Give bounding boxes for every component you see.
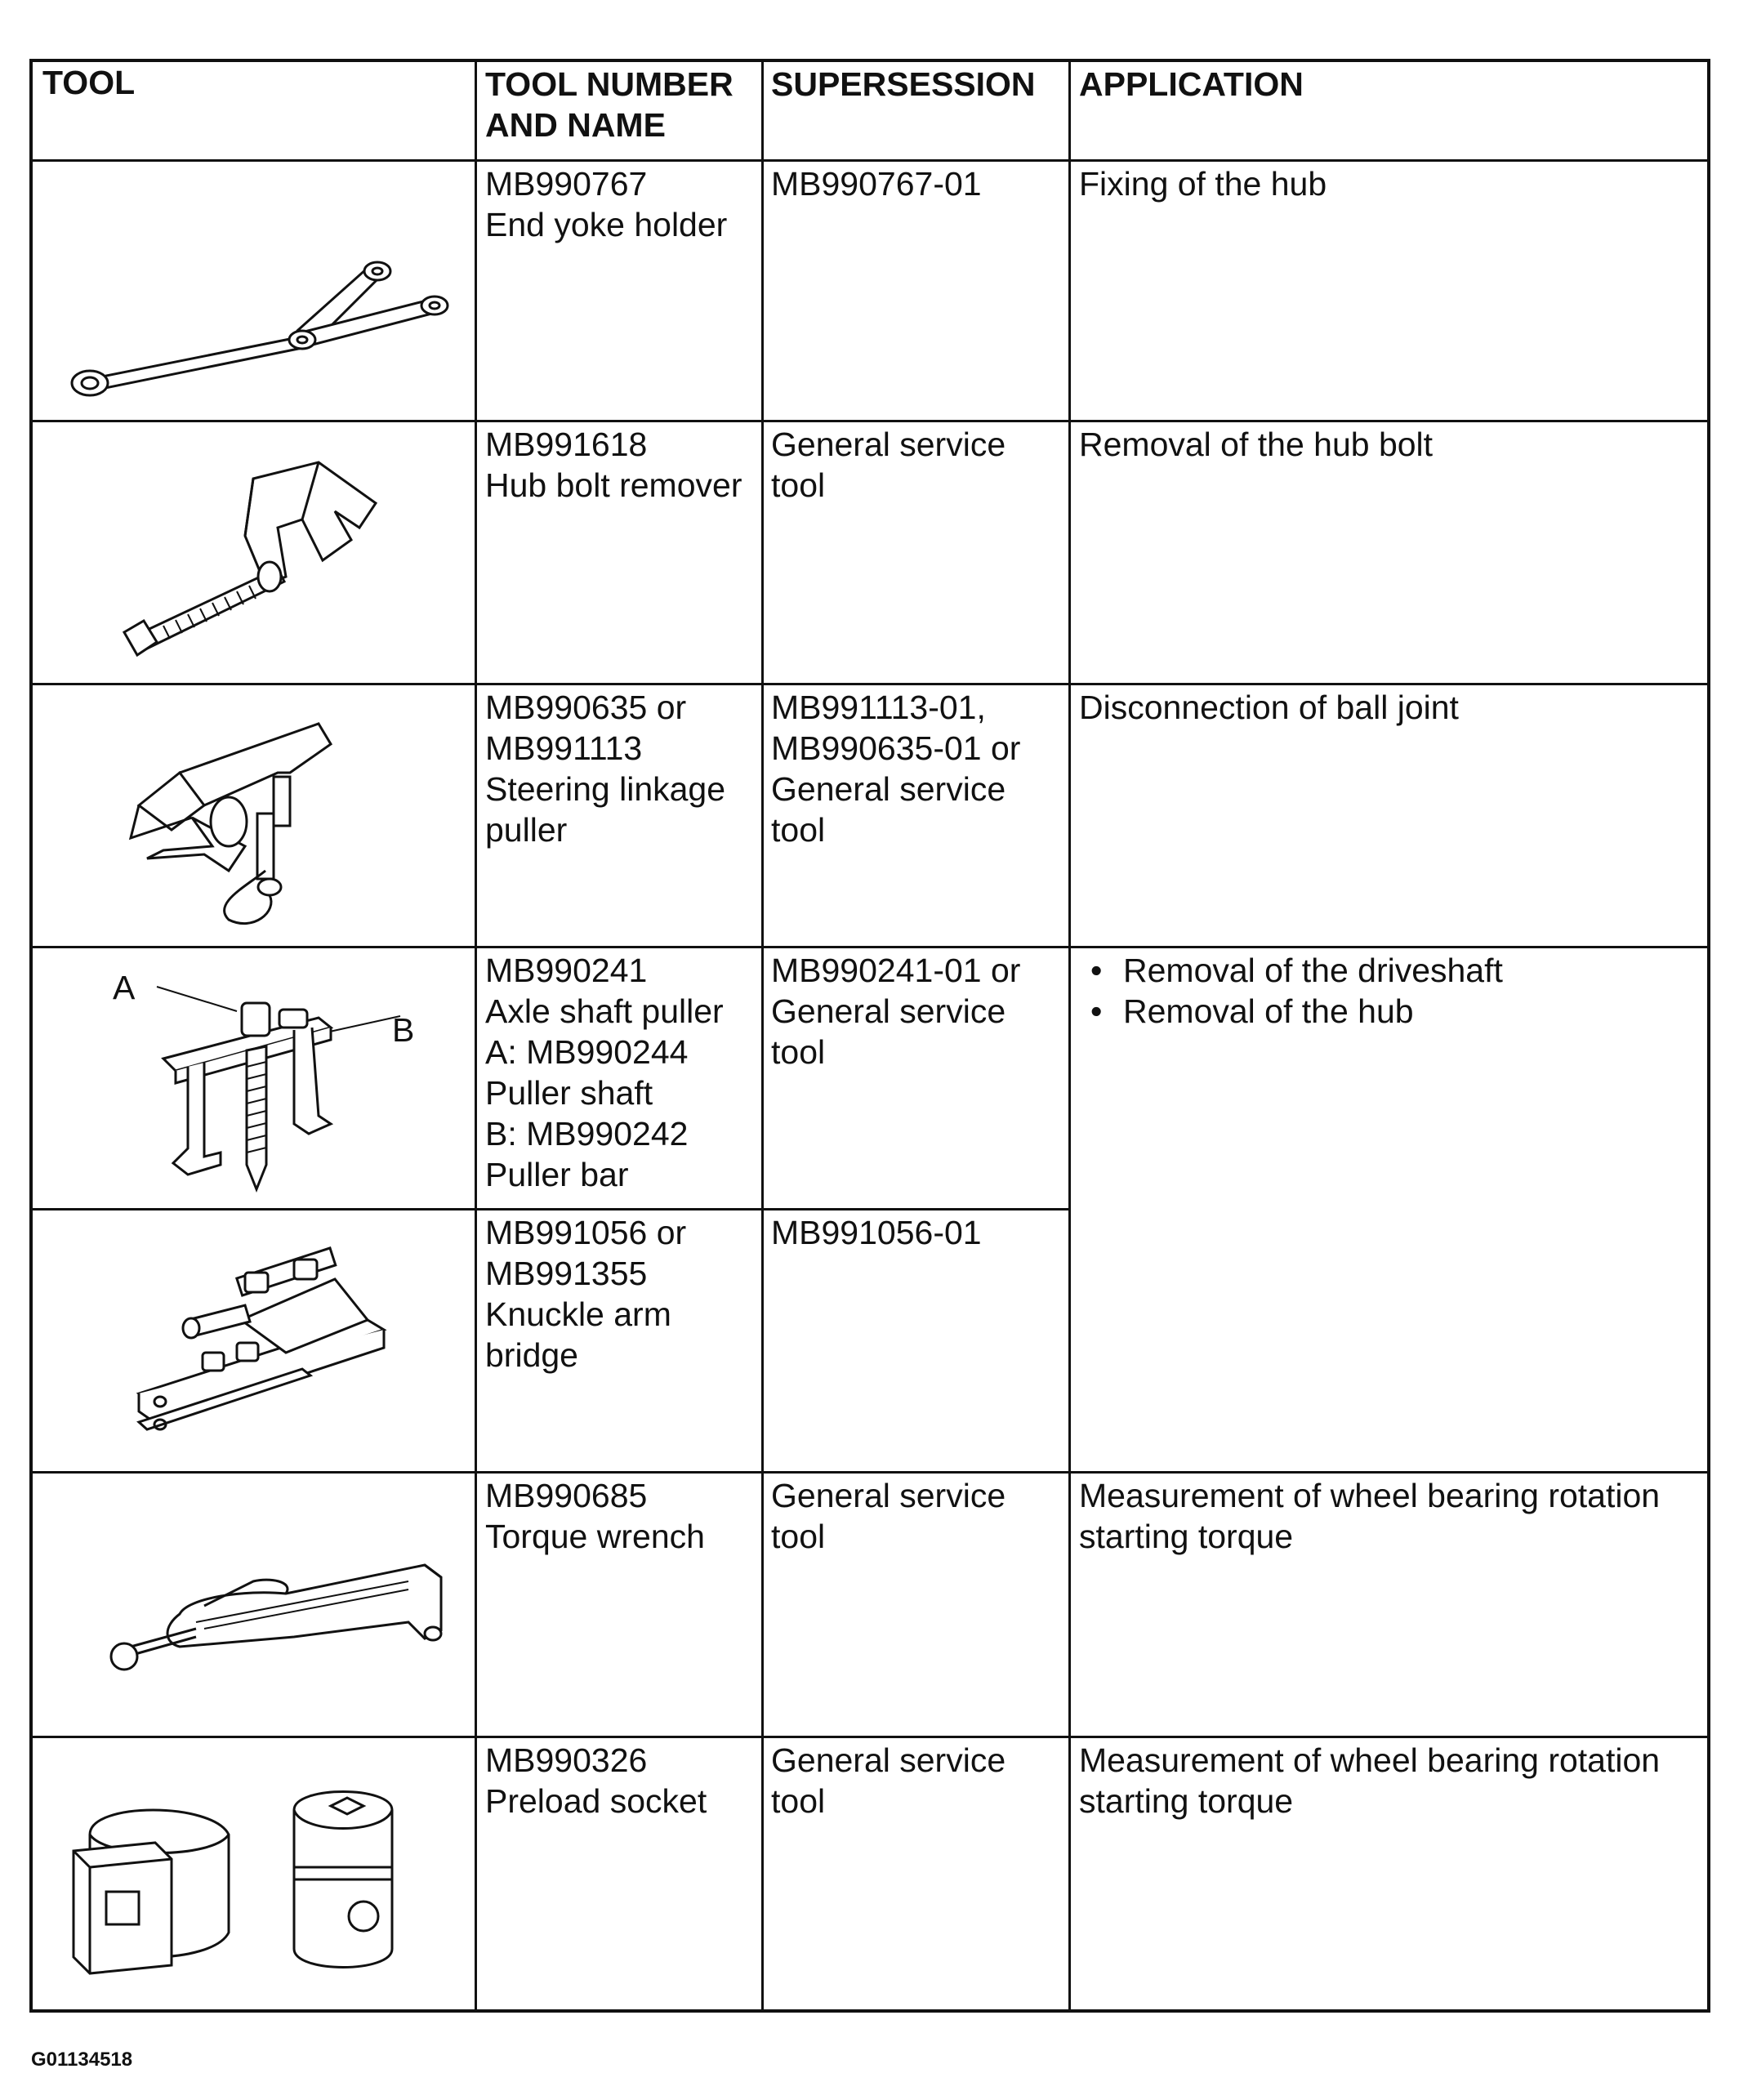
text-line: Torque wrench [485,1518,705,1555]
row-0-supersession [771,163,982,204]
end-yoke-holder-icon [57,193,466,405]
text-line: MB990635-01 or [771,729,1021,767]
row-2-application [1079,687,1459,728]
text-line: MB990635 or [485,689,687,726]
row-0-number [485,163,727,245]
text-line: MB991056-01 [771,1214,982,1251]
text-line: Measurement of wheel bearing rotation [1079,1741,1661,1779]
row-4-supersession [771,1212,982,1253]
text-line: MB990241-01 or [771,952,1021,989]
row-5-supersession [771,1475,1005,1557]
row-3-supersession [771,950,1020,1072]
callout-b-label: B [392,1011,415,1049]
text-line: General service [771,770,1006,808]
text-line: MB990685 [485,1477,648,1514]
header-application: APPLICATION [1079,65,1304,103]
row-divider [33,420,1707,422]
text-line: tool [771,1033,826,1071]
knuckle-arm-bridge-icon [123,1230,417,1451]
row-5-number [485,1475,705,1557]
text-line: Puller shaft [485,1074,653,1112]
text-line: tool [771,1782,826,1820]
application-bullet: • Removal of the driveshaft [1079,950,1503,991]
row-divider [33,159,1707,162]
row-3-application [1079,950,1503,1032]
text-line: General service [771,992,1006,1030]
text-line: A: MB990244 [485,1033,689,1071]
special-tools-table [29,59,1710,2013]
text-line: Disconnection of ball joint [1079,689,1459,726]
steering-linkage-puller-icon [114,707,384,936]
header-tool: TOOL [42,64,136,101]
text-line: Steering linkage [485,770,726,808]
header-tool-number [485,64,734,145]
text-line: MB990326 [485,1741,648,1779]
row-1-supersession [771,424,1005,506]
text-line: MB991113 [485,729,643,767]
row-divider [33,946,1707,948]
text-line: bridge [485,1336,578,1374]
text-line: Fixing of the hub [1079,165,1327,203]
text-line: MB991355 [485,1255,648,1292]
figure-code: G01134518 [31,2049,133,2071]
hub-bolt-remover-icon [114,446,408,675]
application-bullet: • Removal of the hub [1079,991,1503,1032]
text-line: General service [771,1741,1006,1779]
text-line: tool [771,466,826,504]
row-0-application [1079,163,1327,204]
row-3-number [485,950,724,1195]
text-line: Axle shaft puller [485,992,724,1030]
row-2-number [485,687,725,850]
text-line: Measurement of wheel bearing rotation [1079,1477,1661,1514]
row-1-number [485,424,742,506]
text-line: tool [771,1518,826,1555]
preload-socket-icon [57,1769,433,1990]
text-line: General service [771,426,1006,463]
row-divider [33,1208,1071,1211]
text-line: End yoke holder [485,206,728,243]
row-6-number [485,1740,707,1821]
text-line: Removal of the hub bolt [1079,426,1434,463]
text-line: tool [771,811,826,849]
text-line: MB991113-01, [771,689,986,726]
callout-a-label: A [113,969,136,1006]
text-line: MB991618 [485,426,648,463]
row-6-application [1079,1740,1660,1821]
column-divider [761,62,764,2009]
text-line: B: MB990242 [485,1115,689,1153]
text-line: Hub bolt remover [485,466,742,504]
row-divider [33,1736,1707,1738]
row-5-application [1079,1475,1660,1557]
column-divider [1068,62,1071,2009]
text-line: starting torque [1079,1518,1294,1555]
text-line: Preload socket [485,1782,707,1820]
text-line: MB991056 or [485,1214,687,1251]
axle-shaft-puller-icon [98,961,441,1206]
text-line: MB990767 [485,165,648,203]
row-divider [33,683,1707,685]
text-line: puller [485,811,568,849]
header-supersession: SUPERSESSION [771,65,1036,103]
row-1-application [1079,424,1433,465]
text-line: General service [771,1477,1006,1514]
torque-wrench-icon [82,1532,457,1696]
header-tool-number-line: TOOL NUMBER [485,65,734,103]
text-line: starting torque [1079,1782,1294,1820]
text-line: Puller bar [485,1156,629,1193]
row-6-supersession [771,1740,1005,1821]
row-divider [33,1471,1707,1474]
text-line: Knuckle arm [485,1295,671,1333]
text-line: MB990767-01 [771,165,982,203]
text-line: MB990241 [485,952,648,989]
row-4-number [485,1212,686,1375]
column-divider [475,62,477,2009]
row-2-supersession [771,687,1020,850]
header-tool-number-line: AND NAME [485,106,666,144]
